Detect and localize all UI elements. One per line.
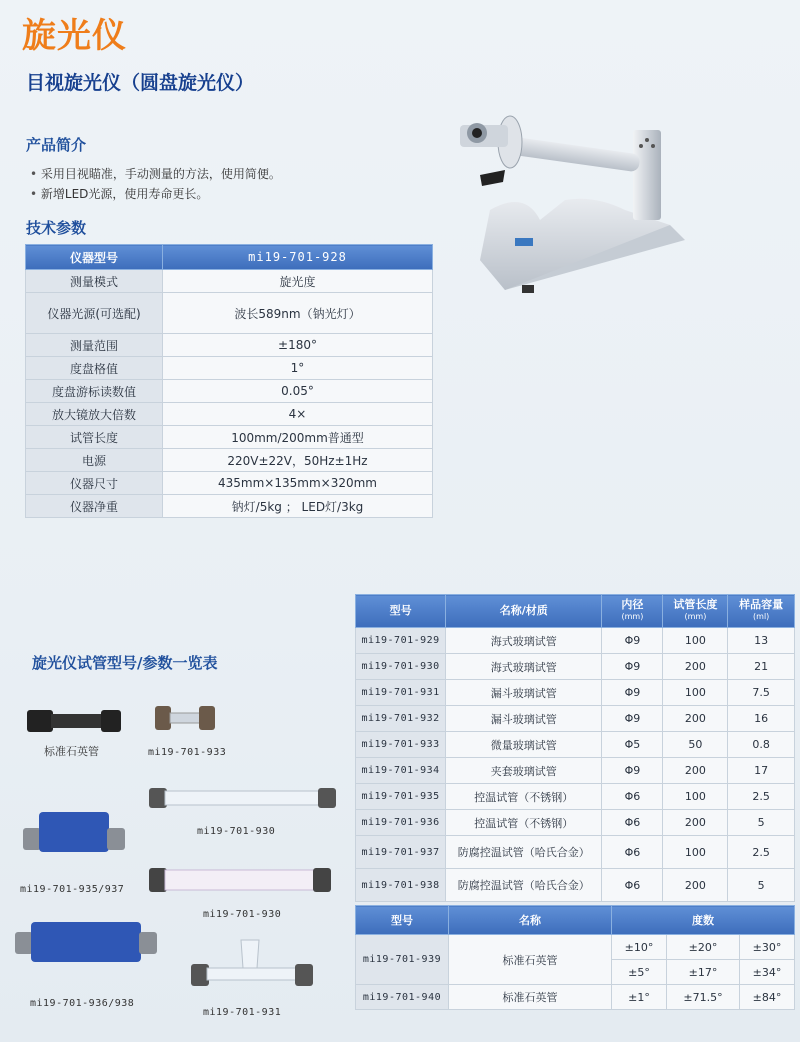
tube-table — [355, 594, 795, 902]
tube-933-picture — [155, 706, 215, 730]
tube-name: 微量玻璃试管 — [446, 732, 602, 758]
spec-value: 220V±22V，50Hz±1Hz — [163, 449, 433, 472]
spec-value: 钠灯/5kg ； LED灯/3kg — [163, 495, 433, 518]
spec-key: 仪器净重 — [26, 495, 163, 518]
spec-header-value: mi19-701-928 — [163, 245, 433, 270]
spec-value: ±180° — [163, 334, 433, 357]
spec-value: 0.05° — [163, 380, 433, 403]
quartz-row — [356, 935, 795, 960]
quartz-deg: ±20° — [666, 935, 739, 960]
spec-key: 度盘游标读数值 — [26, 380, 163, 403]
spec-key: 测量模式 — [26, 270, 163, 293]
tube-len: 200 — [663, 706, 728, 732]
tube-diam: Φ5 — [602, 732, 663, 758]
tube-cap: 5 — [728, 810, 795, 836]
tube-name: 夹套玻璃试管 — [446, 758, 602, 784]
spec-key: 试管长度 — [26, 426, 163, 449]
tube-model: mi19-701-936 — [356, 810, 446, 836]
tube-diam: Φ9 — [602, 758, 663, 784]
spec-row — [26, 426, 433, 449]
tube-936-picture — [15, 922, 157, 962]
caption-935: mi19-701-935/937 — [20, 884, 125, 895]
spec-row — [26, 380, 433, 403]
tube-row — [356, 810, 795, 836]
tube-len: 200 — [663, 810, 728, 836]
quartz-deg: ±34° — [740, 960, 795, 985]
tube-row — [356, 784, 795, 810]
spec-key: 度盘格值 — [26, 357, 163, 380]
tube-model: mi19-701-938 — [356, 869, 446, 902]
polarimeter-image — [455, 100, 705, 310]
tube-diam: Φ6 — [602, 836, 663, 869]
tube-diam: Φ9 — [602, 680, 663, 706]
tube-model: mi19-701-933 — [356, 732, 446, 758]
tube-header-len: 试管长度 (mm) — [663, 595, 728, 628]
tube-len: 200 — [663, 869, 728, 902]
spec-value: 旋光度 — [163, 270, 433, 293]
spec-key: 测量范围 — [26, 334, 163, 357]
tube-len: 200 — [663, 654, 728, 680]
tube-len: 100 — [663, 680, 728, 706]
spec-key: 电源 — [26, 449, 163, 472]
tube-name: 防腐控温试管（哈氏合金） — [446, 869, 602, 902]
tube-name: 漏斗玻璃试管 — [446, 706, 602, 732]
tube-name: 漏斗玻璃试管 — [446, 680, 602, 706]
tube-model: mi19-701-935 — [356, 784, 446, 810]
tube-cap: 7.5 — [728, 680, 795, 706]
tube-header-model: 型号 — [356, 595, 446, 628]
tube-935-picture — [23, 812, 125, 852]
tube-930-picture — [149, 788, 336, 808]
quartz-header-model: 型号 — [356, 906, 449, 935]
quartz-row — [356, 985, 795, 1010]
spec-key: 仪器光源(可选配) — [26, 293, 163, 334]
tube-name: 防腐控温试管（哈氏合金） — [446, 836, 602, 869]
tube-cap: 0.8 — [728, 732, 795, 758]
tube-diam: Φ6 — [602, 810, 663, 836]
tube-cap: 5 — [728, 869, 795, 902]
spec-key: 放大镜放大倍数 — [26, 403, 163, 426]
intro-bullet: • 采用目视瞄准，手动测量的方法，使用简便。 — [30, 164, 281, 184]
tube-model: mi19-701-929 — [356, 628, 446, 654]
spec-value: 100mm/200mm普通型 — [163, 426, 433, 449]
quartz-deg: ±71.5° — [666, 985, 739, 1010]
intro-bullet: • 新增LED光源，使用寿命更长。 — [30, 184, 281, 204]
spec-row — [26, 270, 433, 293]
quartz-deg: ±84° — [740, 985, 795, 1010]
tube-header-diam: 内径 (mm) — [602, 595, 663, 628]
tube-len: 100 — [663, 784, 728, 810]
tube-row — [356, 654, 795, 680]
quartz-header-deg: 度数 — [612, 906, 795, 935]
quartz-deg: ±30° — [740, 935, 795, 960]
subtitle: 目视旋光仪（圆盘旋光仪） — [26, 72, 255, 94]
quartz-name: 标准石英管 — [449, 985, 612, 1010]
tube-header-cap: 样品容量 (ml) — [728, 595, 795, 628]
spec-header-key: 仪器型号 — [26, 245, 163, 270]
tube-row — [356, 628, 795, 654]
tube-diam: Φ9 — [602, 628, 663, 654]
tube-len: 200 — [663, 758, 728, 784]
tube-diam: Φ6 — [602, 784, 663, 810]
caption-933: mi19-701-933 — [148, 747, 227, 758]
spec-heading: 技术参数 — [26, 219, 87, 237]
tube-934-picture — [149, 868, 331, 892]
spec-table — [25, 244, 433, 518]
quartz-tube-picture — [27, 710, 121, 732]
tube-row — [356, 732, 795, 758]
spec-row — [26, 403, 433, 426]
tube-len: 100 — [663, 836, 728, 869]
tube-row — [356, 706, 795, 732]
tube-name: 海式玻璃试管 — [446, 628, 602, 654]
quartz-name: 标准石英管 — [449, 935, 612, 985]
tube-name: 控温试管（不锈钢） — [446, 810, 602, 836]
spec-value: 435mm×135mm×320mm — [163, 472, 433, 495]
quartz-model: mi19-701-939 — [356, 935, 449, 985]
tube-model: mi19-701-932 — [356, 706, 446, 732]
tube-row — [356, 758, 795, 784]
quartz-table — [355, 905, 795, 1010]
spec-value: 波长589nm（钠光灯） — [163, 293, 433, 334]
quartz-model: mi19-701-940 — [356, 985, 449, 1010]
spec-key: 仪器尺寸 — [26, 472, 163, 495]
tube-cap: 2.5 — [728, 784, 795, 810]
caption-quartz: 标准石英管 — [44, 745, 99, 758]
tube-row — [356, 680, 795, 706]
tube-row — [356, 869, 795, 902]
tube-model: mi19-701-930 — [356, 654, 446, 680]
intro-heading: 产品简介 — [26, 136, 87, 154]
tube-row — [356, 836, 795, 869]
quartz-deg: ±5° — [612, 960, 667, 985]
tube-len: 100 — [663, 628, 728, 654]
spec-row — [26, 293, 433, 334]
tube-diam: Φ9 — [602, 706, 663, 732]
tube-model: mi19-701-931 — [356, 680, 446, 706]
tube-list-title: 旋光仪试管型号/参数一览表 — [32, 654, 218, 672]
tube-cap: 17 — [728, 758, 795, 784]
spec-row — [26, 472, 433, 495]
quartz-deg: ±10° — [612, 935, 667, 960]
tube-cap: 16 — [728, 706, 795, 732]
spec-row — [26, 334, 433, 357]
caption-930a: mi19-701-930 — [197, 826, 276, 837]
spec-row — [26, 449, 433, 472]
spec-value: 4× — [163, 403, 433, 426]
tube-931-picture — [191, 940, 313, 986]
tube-diam: Φ6 — [602, 869, 663, 902]
tube-model: mi19-701-937 — [356, 836, 446, 869]
quartz-deg: ±1° — [612, 985, 667, 1010]
tube-header-name: 名称/材质 — [446, 595, 602, 628]
tube-len: 50 — [663, 732, 728, 758]
tube-cap: 13 — [728, 628, 795, 654]
spec-row — [26, 495, 433, 518]
tube-cap: 2.5 — [728, 836, 795, 869]
tube-name: 控温试管（不锈钢） — [446, 784, 602, 810]
caption-931: mi19-701-931 — [203, 1007, 282, 1018]
spec-row — [26, 357, 433, 380]
spec-value: 1° — [163, 357, 433, 380]
intro-bullets — [30, 164, 281, 204]
quartz-deg: ±17° — [666, 960, 739, 985]
page-title: 旋光仪 — [22, 16, 127, 56]
caption-936: mi19-701-936/938 — [30, 998, 135, 1009]
tube-diam: Φ9 — [602, 654, 663, 680]
tube-model: mi19-701-934 — [356, 758, 446, 784]
caption-930b: mi19-701-930 — [203, 909, 282, 920]
quartz-header-name: 名称 — [449, 906, 612, 935]
tube-name: 海式玻璃试管 — [446, 654, 602, 680]
tube-cap: 21 — [728, 654, 795, 680]
